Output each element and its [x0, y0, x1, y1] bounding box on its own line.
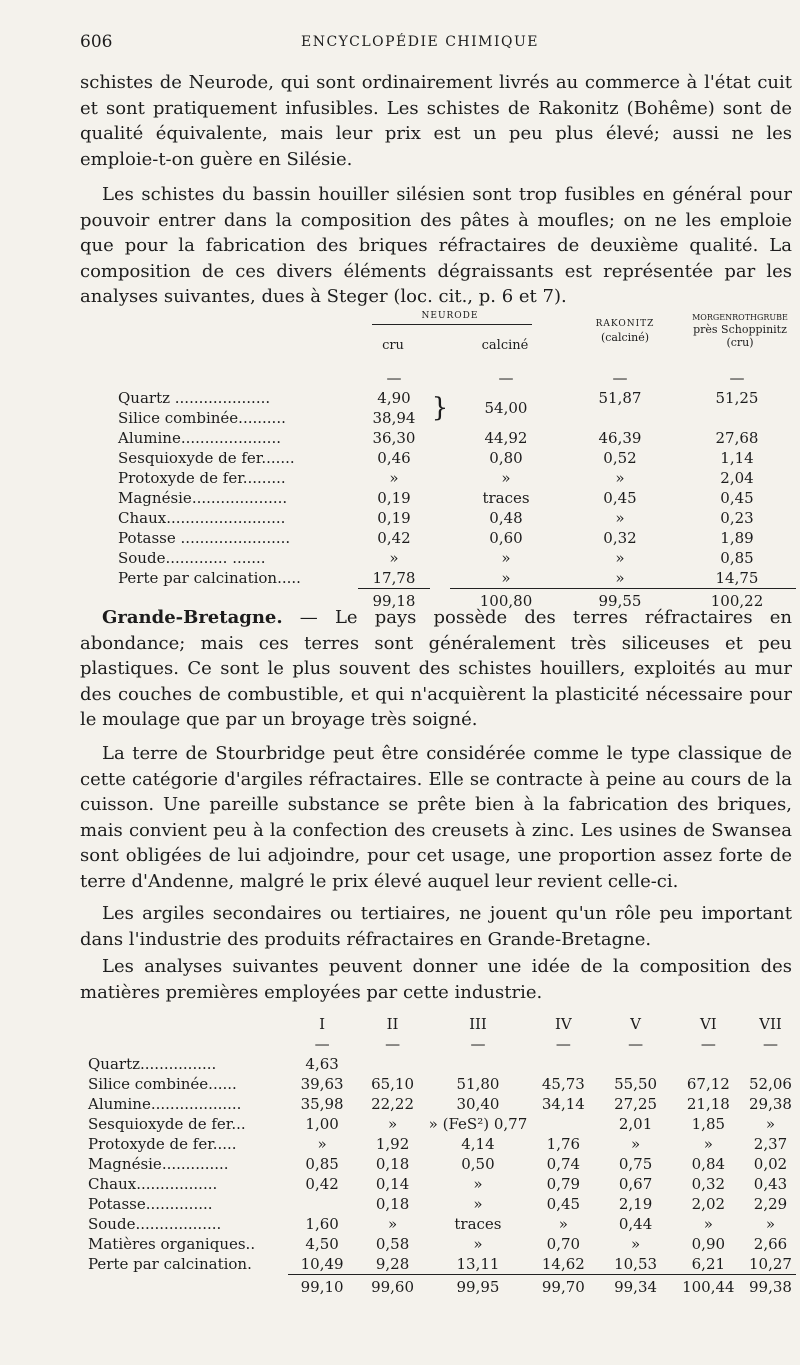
column-header-row: [88, 1014, 796, 1034]
row-label: Alumine...................: [88, 1095, 242, 1113]
cell-rakonitz: »: [615, 549, 625, 567]
cell-col-VI: [672, 1054, 745, 1074]
header-morgenroth-sub2: (cru): [726, 336, 754, 349]
table-row: [88, 1214, 796, 1234]
cell-col-V: 55,50: [614, 1075, 658, 1093]
cell-col-VII: 2,29: [753, 1195, 788, 1213]
header-spacer: [88, 1014, 288, 1034]
spacer: [430, 508, 450, 528]
cell-rakonitz: »: [615, 469, 625, 487]
total-col-III: 99,95: [429, 1275, 528, 1298]
header-rakonitz: RAKONITZ: [595, 319, 655, 329]
cell-col-V: »: [630, 1235, 641, 1253]
cell-col-VI: 0,32: [691, 1175, 726, 1193]
cell-col-IV: 34,14: [541, 1095, 585, 1113]
cell-col-V: [599, 1054, 671, 1074]
table-row: [118, 468, 796, 488]
row-label: Soude............. .......: [118, 549, 266, 567]
dash-cell: —: [612, 369, 628, 387]
cell-rakonitz: 51,87: [598, 389, 642, 407]
total-rakonitz: 99,55: [562, 589, 678, 612]
table-row: [118, 528, 796, 548]
cell-col-I: 4,50: [305, 1235, 339, 1253]
cell-neurode-cru: 4,90: [377, 389, 411, 407]
dash-cell: —: [498, 369, 514, 387]
table-row: [88, 1154, 796, 1174]
cell-col-IV: [527, 1054, 599, 1074]
cell-col-I: 0,85: [305, 1155, 339, 1173]
cell-neurode-calcine: 0,80: [489, 449, 523, 467]
table-row: [118, 568, 796, 589]
total-col-VI: 100,44: [672, 1275, 745, 1298]
table-row: [88, 1194, 796, 1214]
table-row: [118, 548, 796, 568]
cell-col-VI: 1,85: [691, 1115, 726, 1133]
column-header: VI: [699, 1015, 717, 1033]
cell-morgenroth: 14,75: [715, 569, 759, 587]
table-row: [88, 1114, 796, 1134]
cell-rakonitz: 0,45: [603, 489, 637, 507]
row-label: Quartz................: [88, 1055, 217, 1073]
header-cru: cru: [382, 338, 404, 353]
cell-col-III: » (FeS²) 0,77: [428, 1115, 528, 1133]
cell-col-II: 65,10: [371, 1075, 415, 1093]
cell-col-IV: 45,73: [541, 1075, 585, 1093]
table-row: [118, 508, 796, 528]
cell-col-VI: 67,12: [686, 1075, 730, 1093]
cell-neurode-cru: 0,46: [377, 449, 411, 467]
cell-col-II: 1,92: [375, 1135, 410, 1153]
table-row: [118, 488, 796, 508]
cell-col-VII: 2,37: [753, 1135, 788, 1153]
dash-cell: —: [314, 1035, 330, 1053]
dash-row: [118, 368, 796, 388]
paragraph-5: Les argiles secondaires ou tertiaires, ne jouent qu'un rôle peu important dans l'industrie des produits réfractaires en Grande-Bretagne.: [80, 903, 792, 950]
dash-cell: —: [700, 1035, 716, 1053]
cell-morgenroth: [678, 408, 796, 428]
brace: {: [431, 393, 449, 423]
table-row: [88, 1134, 796, 1154]
column-header: VII: [759, 1015, 782, 1033]
total-cru: 99,18: [358, 589, 430, 612]
cell-neurode-cru: 0,19: [377, 509, 411, 527]
column-header: V: [630, 1015, 641, 1033]
cell-col-IV: 14,62: [541, 1255, 585, 1273]
cell-col-V: 2,19: [618, 1195, 653, 1213]
cell-morgenroth: 27,68: [715, 429, 759, 447]
cell-morgenroth: 0,85: [720, 549, 754, 567]
cell-neurode-cru: 0,19: [377, 489, 411, 507]
cell-col-II: 9,28: [375, 1255, 410, 1273]
cell-morgenroth: 2,04: [720, 469, 754, 487]
table-row: [88, 1174, 796, 1194]
dash-cell: —: [555, 1035, 571, 1053]
total-col-VII: 99,38: [745, 1275, 796, 1298]
cell-col-V: 0,44: [618, 1215, 653, 1233]
table-row: [118, 428, 796, 448]
total-label: [88, 1275, 288, 1298]
cell-col-II: 22,22: [371, 1095, 415, 1113]
table-row: [88, 1234, 796, 1254]
header-morgenroth: MORGENROTHGRUBE: [692, 313, 788, 322]
row-label: Sesquioxyde de fer...: [88, 1115, 246, 1133]
cell-col-II: »: [387, 1215, 398, 1233]
header-neurode: NEURODE: [421, 311, 479, 321]
header-rakonitz-sub: (calciné): [600, 331, 650, 344]
cell-neurode-calcine: »: [501, 569, 511, 587]
cell-col-V: 2,01: [618, 1115, 653, 1133]
cell-neurode-calcine: »: [501, 469, 511, 487]
cell-neurode-cru: 36,30: [372, 429, 416, 447]
total-morgenroth: 100,22: [678, 589, 796, 612]
column-header: I: [319, 1015, 326, 1033]
cell-col-V: 27,25: [614, 1095, 658, 1113]
page-header: [80, 32, 760, 54]
row-label: Silice combinée..........: [118, 409, 286, 427]
spacer: [430, 568, 450, 589]
cell-col-VII: 2,66: [753, 1235, 788, 1253]
dash-cell: [118, 368, 358, 388]
cell-col-VII: [745, 1054, 796, 1074]
cell-neurode-cru: 17,78: [372, 569, 416, 587]
spacer: [430, 468, 450, 488]
dash-cell: —: [385, 1035, 401, 1053]
cell-col-VI: 21,18: [686, 1095, 730, 1113]
analysis-table-1: [118, 368, 796, 611]
cell-col-IV: 0,79: [546, 1175, 581, 1193]
table-row: [118, 448, 796, 468]
cell-col-VI: »: [703, 1135, 713, 1153]
cell-col-III: »: [473, 1175, 483, 1193]
total-col-IV: 99,70: [527, 1275, 599, 1298]
cell-rakonitz: [562, 408, 678, 428]
cell-col-I: 4,63: [305, 1055, 339, 1073]
cell-col-III: 0,50: [461, 1155, 495, 1173]
dash-cell: —: [729, 369, 745, 387]
cell-col-VII: »: [765, 1215, 776, 1233]
cell-neurode-calcine: traces: [482, 489, 530, 507]
cell-col-IV: 0,70: [546, 1235, 581, 1253]
row-label: Perte par calcination.: [88, 1255, 252, 1274]
cell-col-I: 0,42: [305, 1175, 339, 1193]
cell-morgenroth: 0,23: [720, 509, 754, 527]
row-label: Protoxyde de fer.........: [118, 469, 286, 487]
table-row: [88, 1074, 796, 1094]
cell-col-V: 0,75: [618, 1155, 653, 1173]
cell-col-VII: 10,27: [749, 1255, 792, 1273]
cell-col-III: 13,11: [456, 1255, 500, 1273]
header-morgenroth-sub1: près Schoppinitz: [693, 323, 787, 336]
cell-col-I: 35,98: [300, 1095, 344, 1113]
cell-col-VII: 29,38: [749, 1095, 792, 1113]
column-header: IV: [554, 1015, 572, 1033]
cell-col-II: [356, 1054, 428, 1074]
cell-col-I: 39,63: [300, 1075, 344, 1093]
cell-col-IV: [527, 1114, 599, 1134]
row-label: Magnésie..............: [88, 1155, 229, 1173]
dash-spacer: [88, 1034, 288, 1054]
cell-col-VII: 0,43: [753, 1175, 788, 1193]
cell-col-III: 4,14: [461, 1135, 495, 1153]
cell-rakonitz: 46,39: [598, 429, 642, 447]
total-col-I: 99,10: [288, 1275, 357, 1298]
spacer: [430, 528, 450, 548]
cell-morgenroth: 1,14: [720, 449, 754, 467]
header-calcine: calciné: [481, 338, 529, 353]
cell-col-V: »: [630, 1135, 641, 1153]
row-label: Chaux.................: [88, 1175, 218, 1193]
paragraph-6: Les analyses suivantes peuvent donner une idée de la composition des matières premières employées par cette industrie.: [80, 956, 792, 1003]
dash-row: [88, 1034, 796, 1054]
dash-cell: [430, 368, 450, 388]
cell-col-II: 0,18: [375, 1195, 410, 1213]
row-label: Potasse..............: [88, 1195, 213, 1213]
cell-neurode-calcine: 54,00: [484, 399, 528, 417]
row-label: Alumine.....................: [118, 429, 281, 447]
cell-neurode-cru: »: [389, 549, 399, 567]
cell-col-II: »: [387, 1115, 398, 1133]
cell-col-I: 1,60: [305, 1215, 339, 1233]
cell-morgenroth: 51,25: [715, 389, 759, 407]
analysis-table-2: [88, 1014, 796, 1297]
spacer: [430, 548, 450, 568]
cell-morgenroth: 1,89: [720, 529, 754, 547]
cell-neurode-cru: 38,94: [372, 409, 416, 427]
cell-col-IV: 1,76: [546, 1135, 581, 1153]
cell-col-II: 0,58: [375, 1235, 410, 1253]
cell-col-VII: 0,02: [753, 1155, 788, 1173]
cell-col-III: traces: [454, 1215, 502, 1233]
row-label: Sesquioxyde de fer.......: [118, 449, 295, 467]
spacer: [430, 488, 450, 508]
cell-col-VI: 0,84: [691, 1155, 726, 1173]
cell-col-IV: 0,45: [546, 1195, 581, 1213]
row-label: Silice combinée......: [88, 1075, 237, 1093]
spacer: [430, 428, 450, 448]
cell-rakonitz: »: [615, 569, 625, 587]
page-number: 606: [80, 32, 113, 52]
row-label: Magnésie....................: [118, 489, 288, 507]
cell-col-II: 0,18: [375, 1155, 410, 1173]
neurode-rule: [372, 324, 532, 325]
row-label: Potasse .......................: [118, 529, 291, 547]
cell-col-VI: 0,90: [691, 1235, 726, 1253]
paragraph-3: [80, 605, 792, 733]
cell-col-I: [288, 1194, 357, 1214]
total-col-V: 99,34: [599, 1275, 671, 1298]
total-calcine: 100,80: [450, 589, 562, 612]
spacer: [430, 448, 450, 468]
cell-col-I: 10,49: [300, 1255, 344, 1273]
cell-neurode-calcine: »: [501, 549, 511, 567]
table-row: [118, 388, 796, 408]
cell-rakonitz: »: [615, 509, 625, 527]
cell-rakonitz: 0,32: [603, 529, 637, 547]
row-label: Matières organiques..: [88, 1235, 256, 1253]
cell-col-VI: 6,21: [691, 1255, 726, 1273]
paragraph-3-text: — Le pays possède des terres réfractaires en abondance; mais ces terres sont généralement très siliceuses et peu plastiques. Ce sont le plus souvent des schistes houillers, exploités au mur des couches de combustible, et qui n'acquièrent la plasticité nécessaire pour le moulage que par un broyage très soigné.: [80, 607, 792, 731]
running-title: ENCYCLOPÉDIE CHIMIQUE: [300, 34, 540, 50]
paragraph-1: schistes de Neurode, qui sont ordinairement livrés au commerce à l'état cuit et sont pratiquement infusibles. Les schistes de Rakonitz (Bohême) sont de qualité équivalente, mais leur prix est un peu plus élevé; aussi ne les emploie-t-on guère en Silésie.: [80, 72, 792, 170]
cell-neurode-calcine: 44,92: [484, 429, 528, 447]
dash-cell: —: [470, 1035, 486, 1053]
paragraph-2: Les schistes du bassin houiller silésien sont trop fusibles en général pour pouvoir entrer dans la composition des pâtes à moufles; on ne les emploie que pour la fabrication des briques réfractaires de deuxième qualité. La composition de ces divers éléments dégraissants est représentée par les analyses suivantes, dues à Steger (loc. cit., p. 6 et 7).: [80, 184, 792, 308]
cell-col-VI: 2,02: [691, 1195, 726, 1213]
cell-col-III: [429, 1054, 528, 1074]
cell-neurode-cru: 0,42: [377, 529, 411, 547]
paragraph-4: La terre de Stourbridge peut être considérée comme le type classique de cette catégorie d'argiles réfractaires. Elle se contracte à peine au cours de la cuisson. Une pareille substance se prête bien à la fabrication des briques, mais convient peu à la confection des creusets à zinc. Les usines de Swansea sont obligées de lui adjoindre, pour cet usage, une proportion assez forte de terre d'Andenne, malgré le prix élevé auquel leur revient celle-ci.: [80, 743, 792, 892]
cell-neurode-cru: »: [389, 469, 399, 487]
cell-morgenroth: 0,45: [720, 489, 754, 507]
cell-col-I: 1,00: [305, 1115, 339, 1133]
row-label: Protoxyde de fer.....: [88, 1135, 237, 1153]
cell-neurode-calcine: 0,48: [489, 509, 523, 527]
total-col-II: 99,60: [356, 1275, 428, 1298]
dash-cell: —: [386, 369, 402, 387]
row-label: Quartz ....................: [118, 389, 271, 407]
row-label: Chaux.........................: [118, 509, 286, 527]
cell-rakonitz: 0,52: [603, 449, 637, 467]
cell-col-III: 30,40: [456, 1095, 500, 1113]
cell-col-IV: »: [558, 1215, 568, 1233]
cell-col-VII: »: [765, 1115, 776, 1133]
total-row: [88, 1275, 796, 1298]
dash-cell: —: [628, 1035, 644, 1053]
cell-col-VII: 52,06: [749, 1075, 792, 1093]
section-heading: Grande-Bretagne.: [102, 607, 283, 628]
cell-neurode-calcine: 0,60: [489, 529, 523, 547]
row-label: Perte par calcination.....: [118, 569, 301, 588]
cell-col-III: »: [473, 1195, 483, 1213]
row-label: Soude..................: [88, 1215, 222, 1233]
column-header: II: [386, 1015, 399, 1033]
table-row: [88, 1094, 796, 1114]
cell-col-V: 0,67: [618, 1175, 653, 1193]
cell-col-III: 51,80: [456, 1075, 500, 1093]
cell-col-V: 10,53: [614, 1255, 658, 1273]
column-header: III: [469, 1015, 487, 1033]
cell-col-IV: 0,74: [546, 1155, 581, 1173]
cell-col-III: »: [473, 1235, 483, 1253]
dash-cell: —: [763, 1035, 778, 1053]
cell-col-VI: »: [703, 1215, 713, 1233]
cell-col-I: »: [317, 1135, 327, 1153]
table-row: [88, 1054, 796, 1074]
table-row: [88, 1254, 796, 1275]
cell-col-II: 0,14: [375, 1175, 410, 1193]
